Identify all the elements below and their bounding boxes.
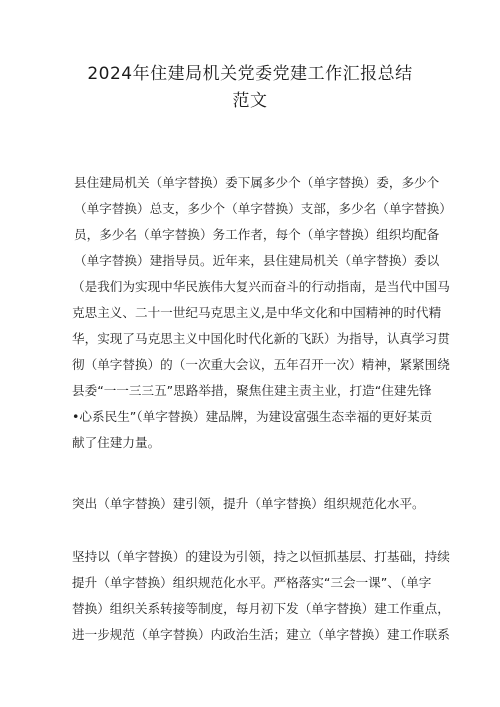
paragraph-line: 县委“一一三三五”思路举措，聚焦住建主责主业，打造“住建先锋	[72, 383, 432, 398]
paragraph-line: 进一步规范（单字替换）内政治生活；建立（单字替换）建工作联系	[72, 627, 450, 642]
paragraph-line: 克思主义、二十一世纪马克思主义,是中华文化和中国精神的时代精	[72, 305, 442, 320]
paragraph-line: 县住建局机关（单字替换）委下属多少个（单字替换）委，多少个	[74, 175, 440, 190]
paragraph-line: （单字替换）建指导员。近年来，县住建局机关（单字替换）委以	[74, 253, 440, 268]
paragraph-line: （是我们为实现中华民族伟大复兴而奋斗的行动指南，是当代中国马	[72, 279, 450, 294]
paragraph-line: •心系民生”（单字替换）建品牌，为建设富强生态幸福的更好某贡	[72, 409, 433, 424]
document-title-line-1: 2024年住建局机关党委党建工作汇报总结	[87, 64, 413, 84]
section-heading-text: 突出（单字替换）建引领，提升（单字替换）组织规范化水平。	[72, 496, 425, 511]
document-title-line-2: 范文	[232, 91, 268, 111]
paragraph-line: （单字替换）总支，多少个（单字替换）支部，多少名（单字替换）	[74, 201, 452, 216]
paragraph-line: 彻（单字替换）的（一次重大会议，五年召开一次）精神，紧紧围绕	[72, 357, 450, 372]
paragraph-line: 员，多少名（单字替换）务工作者，每个（单字替换）组织均配备	[74, 227, 440, 242]
paragraph-line: 华，实现了马克思主义中国化时代化新的飞跃）为指导，认真学习贯	[72, 331, 450, 346]
paragraph-line: 献了住建力量。	[72, 435, 161, 450]
paragraph-line: 坚持以（单字替换）的建设为引领，持之以恒抓基层、打基础，持续	[72, 549, 450, 564]
paragraph-line: 提升（单字替换）组织规范化水平。严格落实“三会一课”、（单字	[72, 575, 432, 590]
paragraph-line: 替换）组织关系转接等制度，每月初下发（单字替换）建工作重点，	[72, 601, 450, 616]
